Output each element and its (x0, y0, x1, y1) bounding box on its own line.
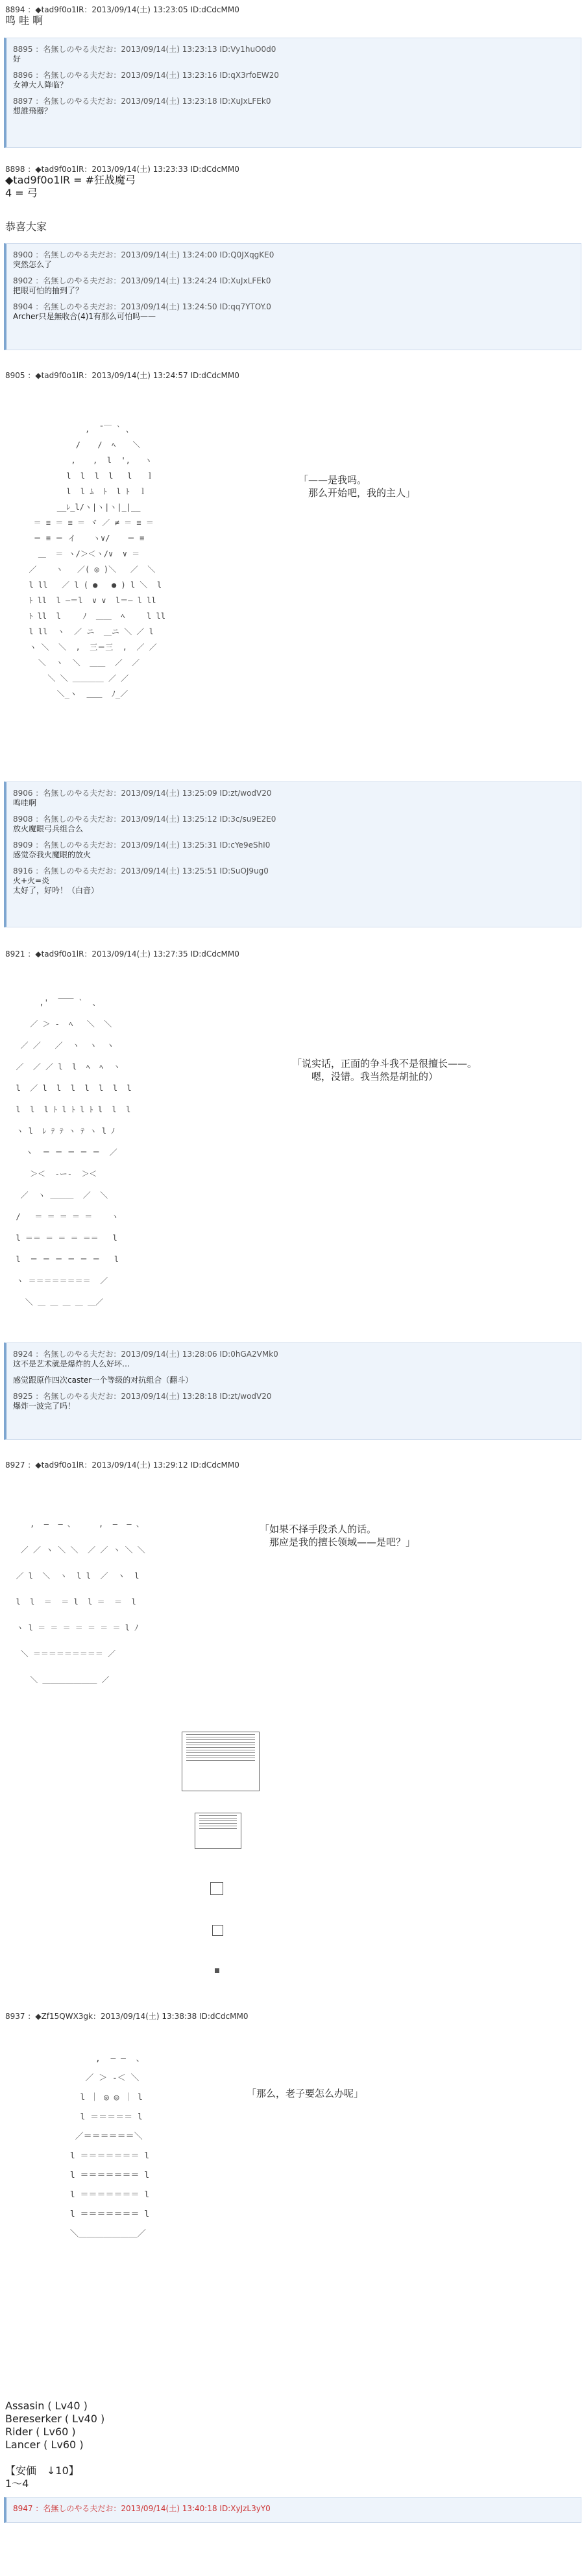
document-icon (182, 1732, 260, 1791)
post-header: 8927 ：◆tad9f0o1lR：2013/09/14(土) 13:29:12 ID:dCdcMM0 (5, 1461, 239, 1470)
speech-bubble: 「那么，老子要怎么办呢」 (247, 2088, 364, 2099)
reply-item (13, 2504, 574, 2514)
post-header: 8937 ：◆Zf15QWX3gk：2013/09/14(土) 13:38:38 ID:dCdcMM0 (5, 2012, 249, 2021)
class-option: Rider ( Lv60 ) (5, 2426, 76, 2438)
reply-text: 把眼可怕的抽到了？ (13, 286, 84, 295)
reply-item (13, 866, 574, 896)
reply-text: Archer只是無收合(4)1有那么可怕吗—— (13, 312, 156, 321)
reply-text: 好 (13, 54, 21, 64)
reply-meta: 8896 ：名無しのやる夫だお：2013/09/14(土) 13:23:16 ID:qX3rfoEW20 (13, 71, 279, 80)
reply-quote-block (4, 38, 581, 148)
reply-item (13, 841, 574, 860)
post-header: 8898 ：◆tad9f0o1lR：2013/09/14(土) 13:23:33 ID:dCdcMM0 (5, 165, 239, 174)
speech-bubble: 「说实话，正面的争斗我不是很擅长——。 嗯，没错。我当然是胡扯的） (292, 1058, 478, 1082)
reply-text: 突然怎么了 (13, 260, 53, 269)
reply-meta: 8925 ：名無しのやる夫だお：2013/09/14(土) 13:28:18 ID:zt/wodV20 (13, 1392, 272, 1401)
reply-item (13, 71, 574, 90)
reply-item (13, 250, 574, 270)
reply-item (13, 97, 574, 116)
post-body: 恭喜大家 (5, 221, 47, 233)
reply-item (13, 45, 574, 64)
reply-meta: 8904 ：名無しのやる夫だお：2013/09/14(土) 13:24:50 ID:qq7YTOY.0 (13, 302, 271, 311)
reply-meta: 8908 ：名無しのやる夫だお：2013/09/14(土) 13:25:12 ID:3c/su9E2E0 (13, 815, 276, 824)
ascii-art-figure: ,' ￣￣ ` 、 ／ ＞ - ﾍ ＼ ＼ ／ ／ ／ ヽ ヽ ヽ ／ ／ ／ l l ﾍ ﾍ ヽ l ／ l l l l l l l l l l ﾄ l ﾄ l ﾄ l l l ヽ l ﾚ ﾃ ﾃ ヽ ﾃ ヽ l ﾉ ヽ ＝ ＝ ＝ ＝ ＝ ／ ＞＜ ‐ー‐ ＞＜ ／ ヽ ＿＿＿ ／ ＼ / ＝ ＝ ＝ ＝ ＝ ヽ l ＝＝ ＝ ＝ ＝ ＝＝ l l ＝ ＝ ＝ ＝ ＝ ＝ l ヽ ＝＝＝＝＝＝＝＝ ／ ＼ ＿ ＿ ＿ ＿ ＿／ (16, 998, 132, 1307)
class-option: Bereserker ( Lv40 ) (5, 2413, 105, 2425)
reply-quote-block (4, 781, 581, 927)
post-body: ◆tad9f0o1lR = #狂战魔弓 4 = 弓 (5, 174, 136, 199)
reply-text: 感觉跟原作四次caster一个等级的对抗组合（翻斗） (13, 1376, 193, 1385)
reply-meta: 8895 ：名無しのやる夫だお：2013/09/14(土) 13:23:13 ID:Vy1huO0d0 (13, 45, 276, 54)
post-body: 鸣 哇 啊 (5, 14, 43, 27)
square-icon (212, 1925, 223, 1936)
reply-meta: 8916 ：名無しのやる夫だお：2013/09/14(土) 13:25:51 ID:SuOJ9ug0 (13, 866, 269, 876)
reply-item (13, 1350, 574, 1369)
post-header: 8894 ：◆tad9f0o1lR：2013/09/14(土) 13:23:05 ID:dCdcMM0 (5, 5, 239, 14)
reply-meta: 8924 ：名無しのやる夫だお：2013/09/14(土) 13:28:06 ID:0hGA2VMk0 (13, 1350, 278, 1359)
speech-bubble: 「——是我吗。 那么开始吧，我的主人」 (298, 474, 416, 499)
reply-meta: 8947 ：名無しのやる夫だお：2013/09/14(土) 13:40:18 ID:XyJzL3yY0 (13, 2504, 271, 2513)
ascii-art-figure: , ― ― 、 ／ ＞ -＜ ＼ l ｜ ◎ ◎ ｜ l l ＝＝＝＝＝ l ／＝＝＝＝＝＝＼ l ＝＝＝＝＝＝＝ l l ＝＝＝＝＝＝＝ l l ＝＝＝＝＝＝＝ l l ＝＝＝＝＝＝＝ l ＼＿＿＿＿＿＿＿／ (69, 2054, 150, 2239)
vote-range: 1～4 (5, 2477, 29, 2490)
reply-meta: 8897 ：名無しのやる夫だお：2013/09/14(土) 13:23:18 ID:XuJxLFEk0 (13, 97, 271, 106)
post-header: 8921 ：◆tad9f0o1lR：2013/09/14(土) 13:27:35 ID:dCdcMM0 (5, 949, 239, 959)
reply-text: 放火魔眼弓兵组合么 (13, 824, 84, 833)
ascii-art-figure: , ̄ ￣ ` 、 / / ﾍ ＼ , , l ', ヽ l l l l l ｌ l l ﾑ ﾄ l ﾄ ｌ __ﾚ_l/ヽ|ヽ|ヽ|_|__ ＝ ≡ ＝ ≡ ＝ ヾ ／ ≠ ＝ ≡ ＝ ＝ ≡ ＝ イ ヽ∨/ ＝ ≡ ＿ ＝ ヽ/＞＜ヽ/∨ ∨ ＝ ／ ヽ ／( ◎ )＼ ／ ＼ l ll ／ l ( ● ● ) l ＼ l ﾄ ll l ―＝l ∨ ∨ l＝― l ll ﾄ ll l ﾉ ＿＿ ﾍ l ll l ll ヽ ／ ニ ＿ニ ＼ ／ l ヽ ＼ ＼ , 三＝三 , ／ ／ ＼ ヽ ＼ ＿＿ ／ ／ ＼ ＼ ＿＿＿＿ ／ ／ ＼_ヽ ＿＿ ﾉ_／ (29, 425, 165, 698)
reply-item (13, 1392, 574, 1411)
reply-text: 想誰飛器？ (13, 106, 53, 115)
reply-item (13, 276, 574, 296)
dot-icon (215, 1968, 219, 1973)
reply-text: 这不是艺术就是爆炸的人么好坏… (13, 1359, 130, 1368)
reply-meta: 8906 ：名無しのやる夫だお：2013/09/14(土) 13:25:09 ID:zt/wodV20 (13, 789, 272, 798)
reply-quote-block (4, 2497, 581, 2523)
reply-text: 鸣哇啊 (13, 798, 37, 807)
reply-text: 爆炸一波完了吗！ (13, 1401, 76, 1411)
square-icon (210, 1882, 223, 1895)
reply-quote-block (4, 243, 581, 350)
class-option: Lancer ( Lv60 ) (5, 2439, 84, 2451)
reply-text: 火+火=炎 太好了，好吟！（白音） (13, 876, 99, 895)
class-option: Assasin ( Lv40 ) (5, 2400, 88, 2412)
reply-quote-block (4, 1342, 581, 1440)
reply-item (13, 302, 574, 322)
reply-item (13, 815, 574, 834)
vote-anchor: 【安価 ↓10】 (5, 2464, 79, 2477)
reply-item (13, 789, 574, 808)
reply-text: 感觉奈我火魔眼的放火 (13, 850, 91, 859)
reply-item (13, 1376, 574, 1385)
speech-bubble: 「如果不择手段杀人的话。 那应是我的擅长领域——是吧？」 (260, 1523, 416, 1548)
document-icon (195, 1813, 241, 1849)
reply-meta: 8902 ：名無しのやる夫だお：2013/09/14(土) 13:24:24 ID:XuJxLFEk0 (13, 276, 271, 285)
ascii-art-figure: , ― ― 、 , ― ― 、 ／ ／ ヽ ＼ ＼ ／ ／ ヽ ＼ ＼ ／ l ＼ ヽ l l ／ ヽ l l l ＝ ＝ l l ＝ ＝ l ヽ l ＝ ＝ ＝ ＝ ＝ ＝ ＝ l ﾉ ＼ ＝＝＝＝＝＝＝＝＝ ／ ＼ ＿＿＿＿＿＿＿ ／ (16, 1520, 145, 1684)
reply-meta: 8909 ：名無しのやる夫だお：2013/09/14(土) 13:25:31 ID:cYe9eShI0 (13, 841, 271, 850)
reply-text: 女神大人降临？ (13, 80, 68, 89)
post-header: 8905 ：◆tad9f0o1lR：2013/09/14(土) 13:24:57 ID:dCdcMM0 (5, 371, 239, 380)
reply-meta: 8900 ：名無しのやる夫だお：2013/09/14(土) 13:24:00 ID:Q0JXqgKE0 (13, 250, 274, 259)
